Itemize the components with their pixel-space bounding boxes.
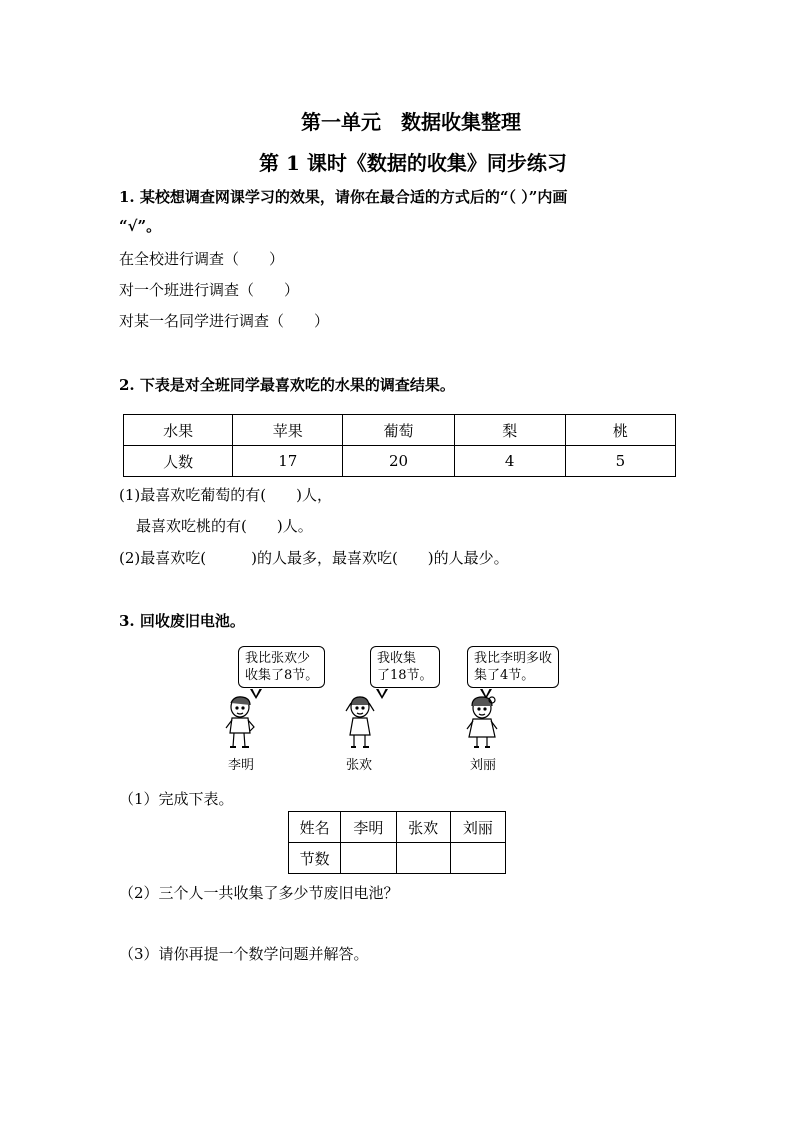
fruit-header-cell: 梨 (454, 415, 565, 446)
name-label: 刘丽 (470, 758, 497, 773)
battery-count-cell[interactable] (450, 843, 505, 874)
fruit-count-cell: 20 (343, 446, 454, 477)
battery-table (288, 811, 506, 874)
unit-title: 第一单元 数据收集整理 (301, 110, 521, 134)
q3-sub2: （2）三个人一共收集了多少节废旧电池？ (119, 884, 399, 902)
fruit-row-label: 人数 (124, 446, 233, 477)
fruit-table (123, 414, 676, 477)
fruit-header-cell: 桃 (565, 415, 675, 446)
battery-header-cell: 刘丽 (450, 812, 505, 843)
q1-stem-line1: 1. 某校想调查网课学习的效果，请你在最合适的方式后的“（ ）”内画 (119, 188, 568, 206)
q3-stem: 3. 回收废旧电池。 (119, 612, 245, 630)
fruit-header-cell: 苹果 (233, 415, 343, 446)
fruit-count-cell: 4 (454, 446, 565, 477)
battery-row-label: 节数 (289, 843, 341, 874)
q1-option-2: 对一个班进行调查（ ） (119, 281, 300, 299)
bubble-text: 我收集 (377, 651, 417, 666)
bubble-text: 了18节。 (377, 668, 433, 683)
fruit-count-cell: 5 (565, 446, 675, 477)
q3-sub3: （3）请你再提一个数学问题并解答。 (119, 945, 369, 963)
bubble-text: 集了4节。 (474, 668, 535, 683)
battery-header-cell: 姓名 (289, 812, 341, 843)
q1-option-3: 对某一名同学进行调查（ ） (119, 312, 330, 330)
speech-bubble-liuli (467, 646, 559, 688)
q2-sub1-line1: (1)最喜欢吃葡萄的有( )人， (119, 486, 332, 504)
fruit-count-cell: 17 (233, 446, 343, 477)
q2-sub2: (2)最喜欢吃( )的人最多，最喜欢吃( )的人最少。 (119, 549, 509, 567)
name-label: 李明 (228, 758, 255, 773)
battery-count-cell[interactable] (396, 843, 450, 874)
lesson-title: 第 1 课时《数据的收集》同步练习 (259, 151, 567, 175)
fruit-header-cell: 水果 (124, 415, 233, 446)
q1-option-1: 在全校进行调查（ ） (119, 250, 285, 268)
q3-sub1: （1）完成下表。 (119, 790, 234, 808)
bubble-text: 我比张欢少 (245, 651, 311, 666)
bubble-text: 我比李明多收 (474, 651, 553, 666)
q1-stem-line2: “√”。 (119, 217, 162, 235)
bubble-text: 收集了8节。 (245, 668, 319, 683)
battery-count-cell[interactable] (341, 843, 396, 874)
speech-bubble-zhanghuan (370, 646, 440, 688)
boy-liming-illustration (222, 695, 262, 753)
battery-header-cell: 李明 (341, 812, 396, 843)
girl-zhanghuan-illustration (342, 695, 378, 753)
battery-header-cell: 张欢 (396, 812, 450, 843)
q2-sub1-line2: 最喜欢吃桃的有( )人。 (136, 517, 313, 535)
fruit-header-cell: 葡萄 (343, 415, 454, 446)
q2-stem: 2. 下表是对全班同学最喜欢吃的水果的调查结果。 (119, 376, 455, 394)
speech-bubble-liming (238, 646, 325, 688)
name-label: 张欢 (346, 758, 373, 773)
girl-liuli-illustration (462, 695, 502, 753)
